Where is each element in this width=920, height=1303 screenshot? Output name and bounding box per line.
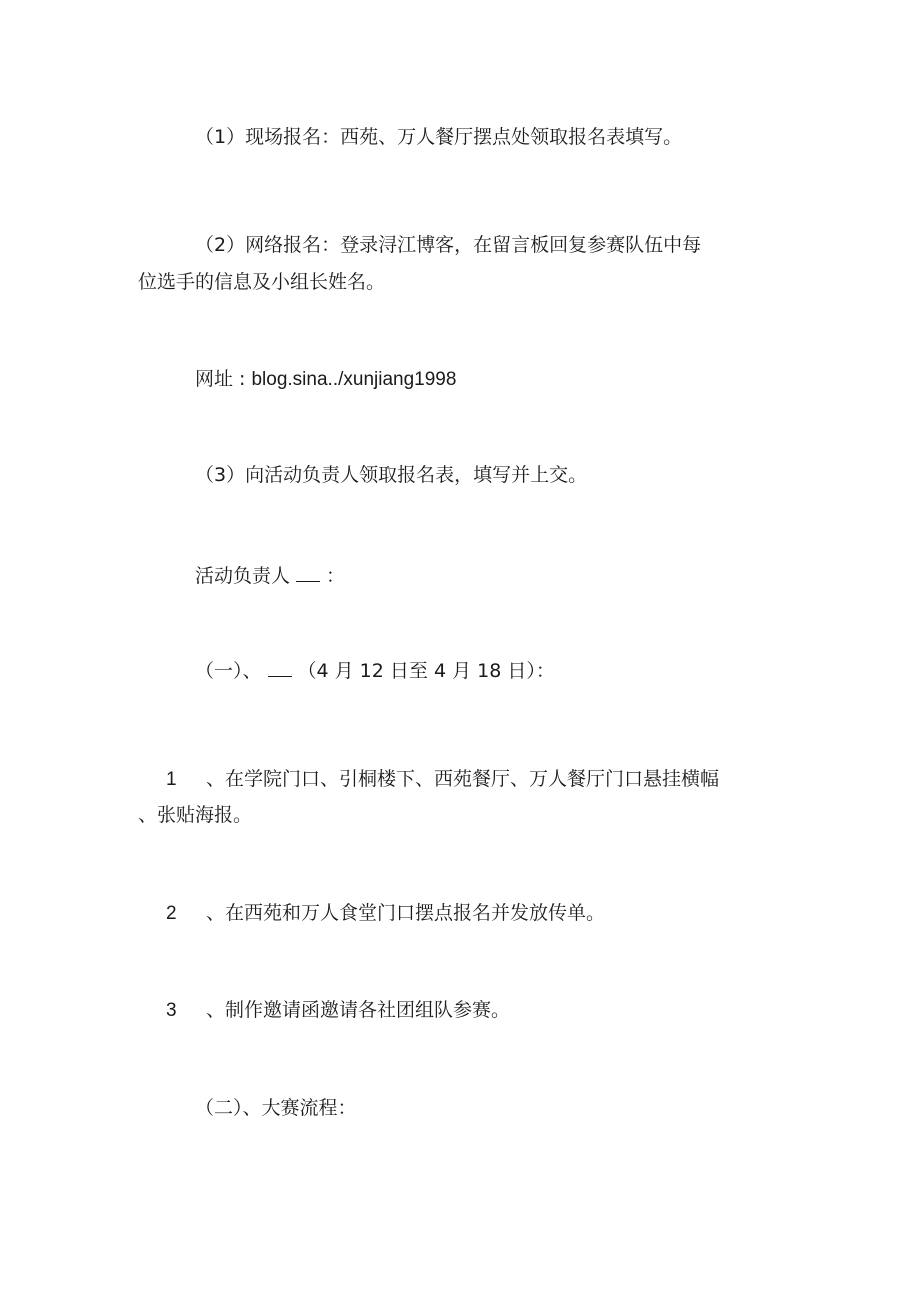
contact-blank [296,563,320,582]
contact-label: 活动负责人 [195,565,291,587]
list-item-1-line1 [166,767,719,792]
list-item-3 [166,998,510,1023]
blog-url-link[interactable]: blog.sina../xunjiang1998 [251,369,457,390]
list-item-1-number: 1 [166,769,177,790]
section-one-prefix: （一）、 [195,660,262,682]
section-one-blank [268,658,292,677]
url-line [195,367,456,392]
list-item-2-number: 2 [166,903,177,924]
section-one-heading [195,658,555,683]
paragraph-online-registration-line2: 位选手的信息及小组长姓名。 [138,271,386,293]
section-two-heading: （二）、大赛流程： [195,1097,357,1119]
list-item-1-text: 、在学院门口、引桐楼下、西苑餐厅、万人餐厅门口悬挂横幅 [206,768,720,790]
list-item-3-number: 3 [166,1000,177,1021]
contact-line [195,563,345,588]
paragraph-online-registration-line1: （2）网络报名：登录浔江博客，在留言板回复参赛队伍中每 [195,234,702,256]
list-item-2 [166,901,605,926]
paragraph-form-submission: （3）向活动负责人领取报名表，填写并上交。 [195,464,588,486]
paragraph-onsite-registration: （1）现场报名：西苑、万人餐厅摆点处领取报名表填写。 [195,126,683,148]
list-item-2-text: 、在西苑和万人食堂门口摆点报名并发放传单。 [206,902,606,924]
url-label: 网址 : [195,368,252,390]
list-item-1-line2: 、张贴海报。 [138,804,253,826]
list-item-3-text: 、制作邀请函邀请各社团组队参赛。 [206,999,511,1021]
contact-suffix: ： [326,565,346,587]
section-one-dates: （4 月 12 日至 4 月 18 日）： [297,660,555,682]
